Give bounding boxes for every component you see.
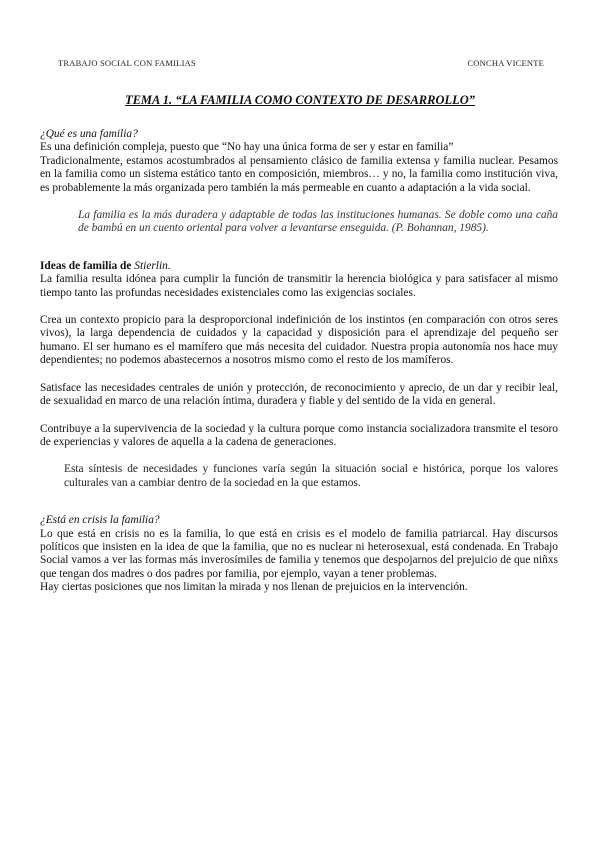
- heading-author: Stierlin.: [134, 259, 171, 272]
- section-heading-ideas: [40, 260, 558, 273]
- heading-bold: Ideas de familia de: [40, 259, 135, 272]
- section-heading-que-es: ¿Qué es una familia?: [40, 128, 138, 140]
- indented-paragraph: Esta síntesis de necesidades y funciones varía según la situación social e histórica, porque los valores culturales van a cambiar dentro de la sociedad en la que estamos.: [64, 463, 558, 489]
- title-main: “LA FAMILIA COMO CONTEXTO DE DESARROLLO”: [175, 93, 476, 107]
- paragraph: Crea un contexto propicio para la desproporcional indefinición de los instintos (en comparación con otros seres vivos), la larga dependencia de cuidados y la capacidad y disposición para el aprendizaje del pequeño ser humano. El ser humano es el mamífero que más necesita del cuidador. Nuestra propia autonomía nos hace muy dependientes; no podemos abastecernos a nosotros mismo como el resto de los mamíferos.: [40, 314, 558, 367]
- title-prefix: TEMA 1.: [124, 93, 176, 107]
- block-quote: La familia es la más duradera y adaptable de todas las instituciones humanas. Se doble como una caña de bambú en un cuento oriental para volver a levantarse enseguida. (P. Bohannan, 1985).: [78, 209, 558, 235]
- page-title: [40, 93, 560, 108]
- header-course: TRABAJO SOCIAL CON FAMILIAS: [58, 58, 196, 68]
- header-author: CONCHA VICENTE: [467, 58, 544, 68]
- page-header: [58, 58, 544, 70]
- paragraph: Hay ciertas posiciones que nos limitan la mirada y nos llenan de prejuicios en la intervención.: [40, 581, 468, 594]
- paragraph: Contribuye a la supervivencia de la sociedad y la cultura porque como instancia socializadora transmite el tesoro de experiencias y valores de aquella a la cadena de generaciones.: [40, 422, 558, 448]
- paragraph: Tradicionalmente, estamos acostumbrados al pensamiento clásico de familia extensa y familia nuclear. Pesamos en la familia como un sistema estático tanto en composición, miembros… y no, la familia como institución viva, es probablemente la más organizada pero también la más permeable en cuanto a adaptación a la vida social.: [40, 154, 558, 194]
- paragraph: Es una definición compleja, puesto que “No hay una única forma de ser y estar en familia”: [40, 141, 454, 154]
- document-body: [40, 128, 558, 595]
- paragraph: La familia resulta idónea para cumplir la función de transmitir la herencia biológica y para satisfacer al mismo tiempo tanto las profundas necesidades existenciales como las exigencias sociales.: [40, 273, 558, 299]
- paragraph: Lo que está en crisis no es la familia, lo que está en crisis es el modelo de familia patriarcal. Hay discursos políticos que insisten en la idea de que la familia, que no es nuclear ni heterosexual, está condenada. En Trabajo Social vamos a ver las formas más inverosímiles de familia y tenemos que despojarnos del prejuicio de que niñxs que tengan dos madres o dos padres por familia, por ejemplo, vayan a tener problemas.: [40, 527, 558, 580]
- paragraph: Satisface las necesidades centrales de unión y protección, de reconocimiento y aprecio, de un dar y recibir leal, de sexualidad en marco de una relación íntima, duradera y fiable y del sentido de la vida en general.: [40, 381, 558, 408]
- section-heading-crisis: ¿Está en crisis la familia?: [40, 514, 160, 527]
